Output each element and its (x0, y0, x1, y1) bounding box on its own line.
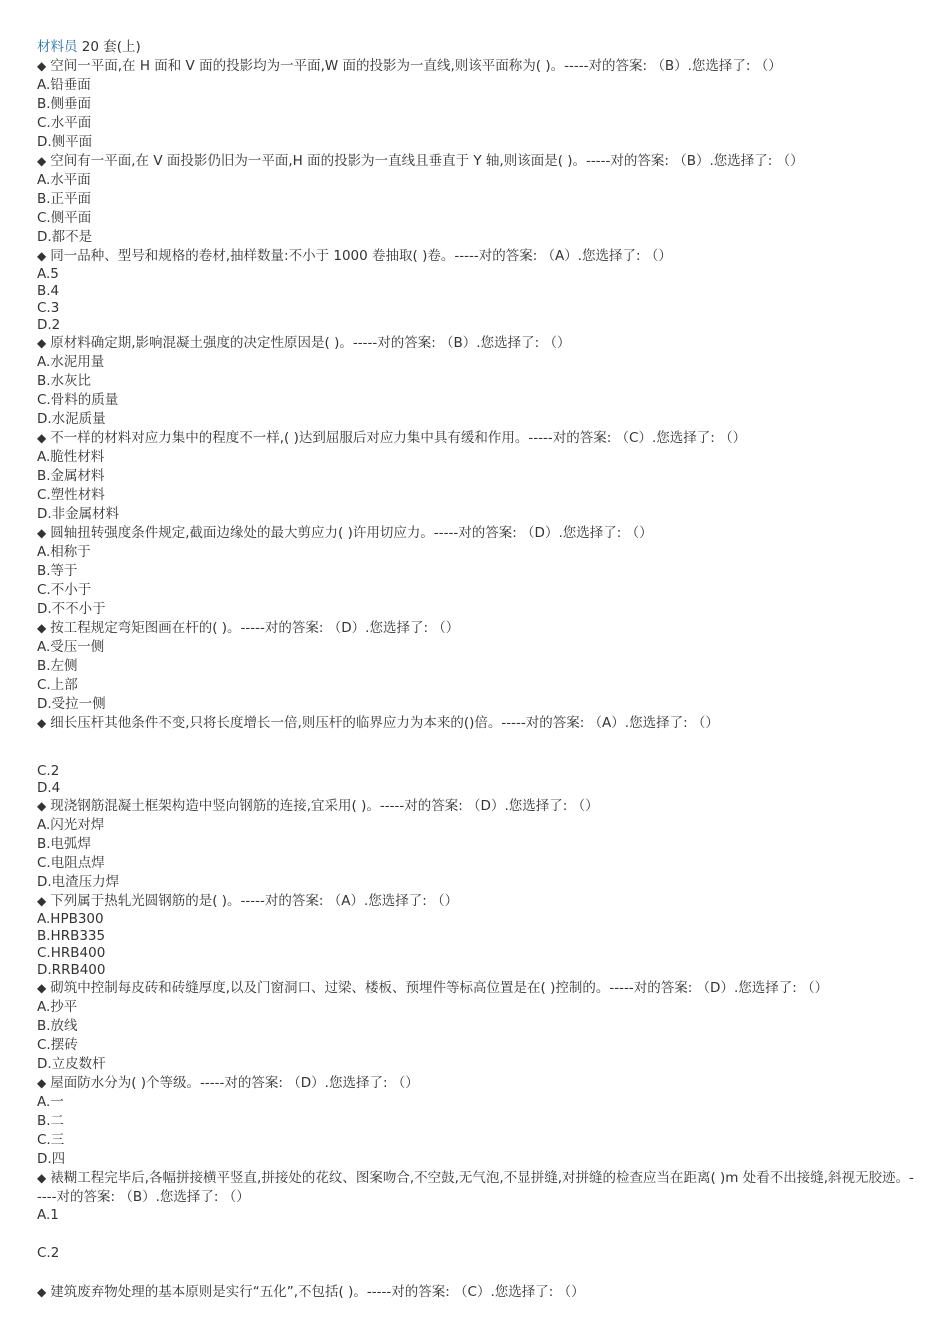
option-11d: D.立皮数杆 (37, 1056, 106, 1072)
option-8d: D.4 (37, 780, 61, 796)
question-7 (37, 619, 917, 638)
option-11a: A.抄平 (37, 999, 78, 1015)
option-13a: A.1 (37, 1207, 59, 1223)
blank-space (37, 1262, 917, 1283)
title-suffix: 20 套(上) (77, 39, 141, 55)
document-page (37, 38, 917, 1302)
option-3a: A.5 (37, 266, 59, 282)
option-12a: A.一 (37, 1094, 64, 1110)
title-link[interactable]: 材料员 (37, 39, 78, 55)
question-12 (37, 1074, 917, 1093)
question-text: 不一样的材料对应力集中的程度不一样,( )达到屈服后对应力集中具有缓和作用。-----对的答案: （C）.您选择了: （） (50, 430, 747, 446)
question-2 (37, 152, 917, 171)
question-text: 原材料确定期,影响混凝土强度的决定性原因是( )。-----对的答案: （B）.您选择了: （） (50, 335, 571, 351)
question-text: 同一品种、型号和规格的卷材,抽样数量:不小于 1000 卷抽取( )卷。-----对的答案: （A）.您选择了: （） (50, 248, 672, 264)
option-2c: C.侧平面 (37, 210, 92, 226)
bullet-icon: ◆ (37, 526, 47, 540)
question-text: 空间一平面,在 H 面和 V 面的投影均为一平面,W 面的投影为一直线,则该平面称为( )。-----对的答案: （B）.您选择了: （） (50, 58, 782, 74)
option-6c: C.不小于 (37, 582, 92, 598)
option-12d: D.四 (37, 1151, 66, 1167)
question-text: 裱糊工程完毕后,各幅拼接横平竖直,拼接处的花纹、图案吻合,不空鼓,无气泡,不显拼缝,对拼缝的检查应当在距离( )m 处看不出接缝,斜视无胶迹。-----对的答案: （B）.您选择了: （） (37, 1170, 914, 1205)
option-9d: D.电渣压力焊 (37, 874, 120, 890)
option-1d: D.侧平面 (37, 134, 93, 150)
option-4d: D.水泥质量 (37, 411, 106, 427)
option-11c: C.摆砖 (37, 1037, 78, 1053)
option-1b: B.侧垂面 (37, 96, 92, 112)
bullet-icon: ◆ (37, 716, 47, 730)
option-11b: B.放线 (37, 1018, 78, 1034)
question-8 (37, 714, 917, 733)
question-1 (37, 57, 917, 76)
question-10 (37, 892, 917, 911)
option-5b: B.金属材料 (37, 468, 105, 484)
question-text: 屋面防水分为( )个等级。-----对的答案: （D）.您选择了: （） (50, 1075, 419, 1091)
option-8c: C.2 (37, 763, 60, 779)
question-text: 按工程规定弯矩图画在杆的( )。-----对的答案: （D）.您选择了: （） (50, 620, 460, 636)
question-3 (37, 247, 917, 266)
question-text: 现浇钢筋混凝土框架构造中竖向钢筋的连接,宜采用( )。-----对的答案: （D）.您选择了: （） (50, 798, 599, 814)
bullet-icon: ◆ (37, 894, 47, 908)
option-6b: B.等于 (37, 563, 78, 579)
bullet-icon: ◆ (37, 249, 47, 263)
option-10b: B.HRB335 (37, 928, 106, 944)
option-3b: B.4 (37, 283, 60, 299)
blank-space (37, 1224, 917, 1245)
option-7a: A.受压一侧 (37, 639, 105, 655)
option-3d: D.2 (37, 317, 61, 333)
question-14 (37, 1283, 917, 1302)
option-12c: C.三 (37, 1132, 65, 1148)
option-2b: B.正平面 (37, 191, 92, 207)
bullet-icon: ◆ (37, 431, 47, 445)
option-7b: B.左侧 (37, 658, 78, 674)
question-4 (37, 334, 917, 353)
option-6d: D.不不小于 (37, 601, 106, 617)
option-4b: B.水灰比 (37, 373, 92, 389)
question-text: 下列属于热轧光圆钢筋的是( )。-----对的答案: （A）.您选择了: （） (50, 893, 459, 909)
option-2a: A.水平面 (37, 172, 91, 188)
option-13c: C.2 (37, 1245, 60, 1261)
option-9c: C.电阻点焊 (37, 855, 105, 871)
option-2d: D.都不是 (37, 229, 93, 245)
question-9 (37, 797, 917, 816)
bullet-icon: ◆ (37, 621, 47, 635)
bullet-icon: ◆ (37, 1171, 47, 1185)
option-10c: C.HRB400 (37, 945, 106, 961)
option-7c: C.上部 (37, 677, 78, 693)
option-6a: A.相称于 (37, 544, 91, 560)
bullet-icon: ◆ (37, 1285, 47, 1299)
option-9b: B.电弧焊 (37, 836, 92, 852)
option-10d: D.RRB400 (37, 962, 106, 978)
bullet-icon: ◆ (37, 981, 47, 995)
bullet-icon: ◆ (37, 336, 47, 350)
option-4c: C.骨料的质量 (37, 392, 119, 408)
option-3c: C.3 (37, 300, 60, 316)
option-4a: A.水泥用量 (37, 354, 105, 370)
question-text: 砌筑中控制每皮砖和砖缝厚度,以及门窗洞口、过梁、楼板、预埋件等标高位置是在( )控制的。-----对的答案: （D）.您选择了: （） (50, 980, 829, 996)
bullet-icon: ◆ (37, 1076, 47, 1090)
option-1c: C.水平面 (37, 115, 92, 131)
option-7d: D.受拉一侧 (37, 696, 106, 712)
option-5d: D.非金属材料 (37, 506, 120, 522)
question-text: 细长压杆其他条件不变,只将长度增长一倍,则压杆的临界应力为本来的()倍。-----对的答案: （A）.您选择了: （） (50, 715, 719, 731)
option-1a: A.铅垂面 (37, 77, 91, 93)
option-9a: A.闪光对焊 (37, 817, 105, 833)
question-5 (37, 429, 917, 448)
question-13 (37, 1169, 917, 1207)
bullet-icon: ◆ (37, 59, 47, 73)
question-text: 空间有一平面,在 V 面投影仍旧为一平面,H 面的投影为一直线且垂直于 Y 轴,则该面是( )。-----对的答案: （B）.您选择了: （） (50, 153, 804, 169)
option-5c: C.塑性材料 (37, 487, 105, 503)
question-text: 建筑废弃物处理的基本原则是实行“五化”,不包括( )。-----对的答案: （C）.您选择了: （） (50, 1284, 585, 1300)
document-title (37, 38, 917, 57)
option-12b: B.二 (37, 1113, 65, 1129)
question-11 (37, 979, 917, 998)
blank-space (37, 733, 917, 763)
bullet-icon: ◆ (37, 799, 47, 813)
question-text: 圆轴扭转强度条件规定,截面边缘处的最大剪应力( )许用切应力。-----对的答案: （D）.您选择了: （） (50, 525, 653, 541)
question-6 (37, 524, 917, 543)
bullet-icon: ◆ (37, 154, 47, 168)
option-10a: A.HPB300 (37, 911, 104, 927)
option-5a: A.脆性材料 (37, 449, 105, 465)
